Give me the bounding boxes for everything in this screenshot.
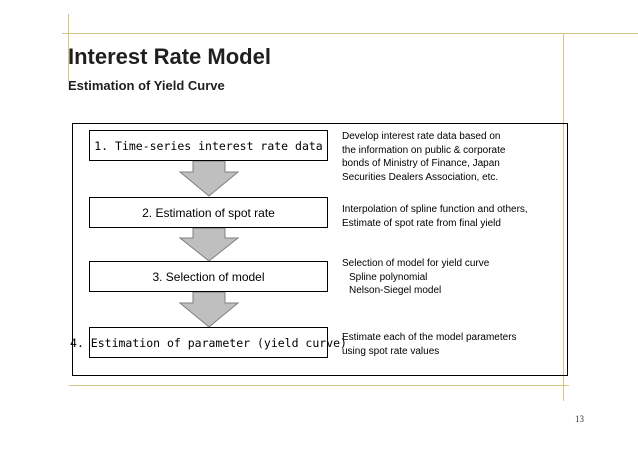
description-line: bonds of Ministry of Finance, Japan: [342, 158, 500, 169]
description-line: using spot rate values: [342, 345, 440, 357]
description-line: Estimate of spot rate from final yield: [342, 217, 501, 229]
description-line: Spline polynomial: [349, 271, 428, 283]
description-time-series: [342, 130, 564, 184]
description-parameter: [342, 331, 564, 358]
description-line: the information on public & corporate: [342, 144, 506, 156]
slide-subtitle: Estimation of Yield Curve: [68, 78, 225, 93]
description-line: Nelson-Siegel model: [349, 285, 442, 296]
description-spot-rate: [342, 203, 564, 230]
description-line: Selection of model for yield curve: [342, 258, 490, 269]
description-line: Estimate each of the model parameters: [342, 332, 517, 343]
down-arrow-1: [178, 160, 240, 198]
description-line: Securities Dealers Association, etc.: [342, 171, 499, 183]
header-rule: [62, 33, 638, 34]
step-parameter-estimation: 4. Estimation of parameter (yield curve): [89, 327, 328, 358]
step-spot-rate-estimation: 2. Estimation of spot rate: [89, 197, 328, 228]
page-number: 13: [575, 414, 584, 424]
step-time-series-data: 1. Time-series interest rate data: [89, 130, 328, 161]
description-model-selection: [342, 257, 564, 298]
down-arrow-3: [178, 291, 240, 329]
footer-rule: [69, 385, 569, 386]
slide-title: Interest Rate Model: [68, 44, 271, 69]
down-arrow-2: [178, 227, 240, 263]
step-model-selection: 3. Selection of model: [89, 261, 328, 292]
description-line: Develop interest rate data based on: [342, 131, 501, 142]
description-line: Interpolation of spline function and others,: [342, 204, 528, 215]
